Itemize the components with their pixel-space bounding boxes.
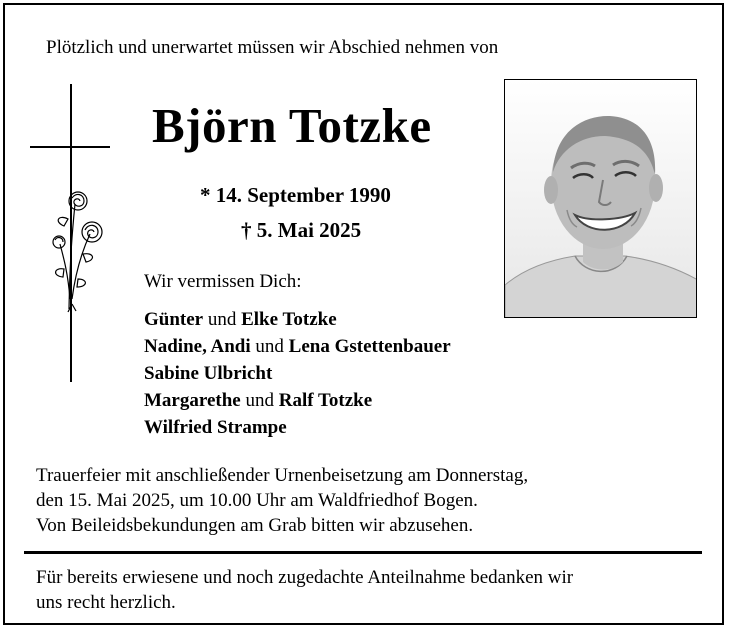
mourner-name: Elke Totzke	[241, 309, 337, 330]
mourner-row	[144, 360, 451, 387]
mourner-name: Sabine Ulbricht	[144, 363, 273, 384]
mourners-list	[144, 306, 451, 441]
mourner-connector: und	[203, 309, 242, 330]
funeral-line: den 15. Mai 2025, um 10.00 Uhr am Waldfriedhof Bogen.	[36, 490, 478, 511]
mourner-row	[144, 387, 451, 414]
divider	[24, 551, 702, 554]
mourner-name: Margarethe	[144, 390, 241, 411]
mourner-connector: und	[250, 336, 289, 357]
funeral-line: Von Beileidsbekundungen am Grab bitten wir abzusehen.	[36, 515, 474, 536]
funeral-info	[36, 463, 528, 538]
thanks-text	[36, 565, 708, 615]
death-date: † 5. Mai 2025	[241, 218, 362, 242]
mourner-row	[144, 333, 451, 360]
birth-date: * 14. September 1990	[200, 183, 391, 207]
mourner-name: Lena Gstettenbauer	[288, 336, 451, 357]
thanks-line: Für bereits erwiesene und noch zugedachte Anteilnahme bedanken wir	[36, 567, 574, 588]
mourner-name: Ralf Totzke	[278, 390, 373, 411]
mourner-connector: und	[240, 390, 279, 411]
mourner-row	[144, 414, 451, 441]
funeral-line: Trauerfeier mit anschließender Urnenbeisetzung am Donnerstag,	[36, 465, 529, 486]
mourner-name: Günter	[144, 309, 204, 330]
cross-with-roses-icon	[28, 84, 118, 384]
mourner-name: Nadine, Andi	[144, 336, 251, 357]
portrait-photo	[504, 79, 697, 318]
deceased-name: Björn Totzke	[152, 98, 432, 153]
portrait-drawing	[505, 80, 697, 318]
miss-line: Wir vermissen Dich:	[144, 271, 302, 292]
thanks-line: uns recht herzlich.	[36, 592, 176, 613]
mourner-name: Wilfried Strampe	[144, 417, 287, 438]
intro-text: Plötzlich und unerwartet müssen wir Abschied nehmen von	[46, 37, 499, 58]
mourner-row	[144, 306, 451, 333]
